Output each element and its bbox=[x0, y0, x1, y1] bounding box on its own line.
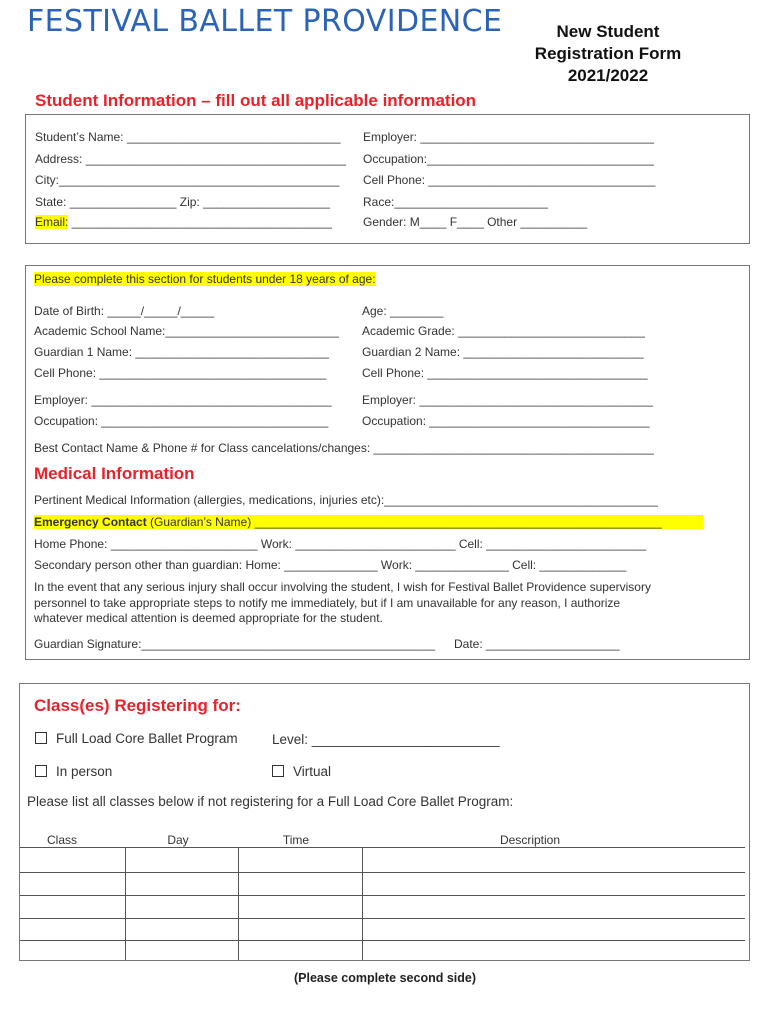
under-18-notice: Please complete this section for students under 18 years of age: bbox=[34, 272, 376, 286]
form-title bbox=[512, 21, 704, 87]
date-of-birth-field[interactable]: Date of Birth: _____/_____/_____ bbox=[34, 304, 215, 318]
academic-school-field[interactable]: Academic School Name:__________________________ bbox=[34, 324, 339, 338]
employer-field[interactable]: Employer: ___________________________________ bbox=[363, 130, 654, 144]
guardian-1-employer-field[interactable]: Employer: ____________________________________ bbox=[34, 393, 332, 407]
guardian-1-cell-field[interactable]: Cell Phone: __________________________________ bbox=[34, 366, 327, 380]
best-contact-field[interactable]: Best Contact Name & Phone # for Class cancelations/changes: __________________________________________ bbox=[34, 441, 654, 455]
signature-date-field[interactable]: Date: ____________________ bbox=[454, 637, 620, 651]
pertinent-medical-field[interactable]: Pertinent Medical Information (allergies, medications, injuries etc):_________________________________________ bbox=[34, 493, 658, 507]
guardian-2-name-field[interactable]: Guardian 2 Name: ___________________________ bbox=[362, 345, 644, 359]
emergency-contact-label: Emergency Contact bbox=[34, 515, 147, 529]
table-divider bbox=[125, 847, 126, 960]
table-divider bbox=[362, 847, 363, 960]
table-rule bbox=[20, 847, 745, 848]
cell-phone-field[interactable]: Cell Phone: __________________________________ bbox=[363, 173, 656, 187]
col-header-day: Day bbox=[167, 833, 189, 847]
logo: FESTIVAL BALLET PROVIDENCE bbox=[27, 4, 503, 39]
guardian-1-name-field[interactable]: Guardian 1 Name: _____________________________ bbox=[34, 345, 329, 359]
form-title-line-3: 2021/2022 bbox=[567, 66, 649, 85]
virtual-option[interactable] bbox=[272, 764, 331, 779]
age-field[interactable]: Age: ________ bbox=[362, 304, 444, 318]
secondary-person-field[interactable]: Secondary person other than guardian: Home: ______________ Work: ______________ Cell: _____________ bbox=[34, 558, 627, 572]
table-rule bbox=[20, 895, 745, 896]
guardian-2-occupation-field[interactable]: Occupation: _________________________________ bbox=[362, 414, 650, 428]
race-field[interactable]: Race:_______________________ bbox=[363, 195, 548, 209]
col-header-class: Class bbox=[46, 833, 77, 847]
city-field[interactable]: City:__________________________________________ bbox=[35, 173, 340, 187]
full-load-label: Full Load Core Ballet Program bbox=[56, 731, 238, 746]
col-header-time: Time bbox=[282, 833, 310, 847]
table-rule bbox=[20, 872, 745, 873]
medical-heading: Medical Information bbox=[34, 464, 195, 483]
email-line: _______________________________________ bbox=[71, 215, 332, 229]
full-load-option[interactable] bbox=[35, 731, 238, 746]
level-field[interactable]: Level: _________________________ bbox=[272, 732, 500, 747]
guardian-signature-field[interactable]: Guardian Signature:____________________________________________ bbox=[34, 637, 436, 651]
col-header-description: Description bbox=[499, 833, 561, 847]
classes-box bbox=[19, 683, 750, 961]
state-zip-field[interactable]: State: ________________ Zip: ___________________ bbox=[35, 195, 330, 209]
virtual-label: Virtual bbox=[293, 764, 332, 779]
student-name-field[interactable]: Student’s Name: ________________________________ bbox=[35, 130, 341, 144]
emergency-phones-field[interactable]: Home Phone: ______________________ Work: ________________________ Cell: ________________________ bbox=[34, 537, 647, 551]
table-divider bbox=[238, 847, 239, 960]
table-rule bbox=[20, 918, 745, 919]
form-title-line-1: New Student bbox=[556, 22, 660, 41]
address-field[interactable]: Address: _______________________________________ bbox=[35, 152, 346, 166]
form-title-line-2: Registration Form bbox=[534, 44, 682, 63]
emergency-contact-line: (Guardian’s Name) _____________________________________________________________ bbox=[146, 515, 662, 529]
classes-instruction: Please list all classes below if not registering for a Full Load Core Ballet Program: bbox=[27, 794, 514, 809]
full-load-checkbox[interactable] bbox=[35, 732, 47, 744]
guardian-2-cell-field[interactable]: Cell Phone: _________________________________ bbox=[362, 366, 648, 380]
in-person-option[interactable] bbox=[35, 764, 112, 779]
virtual-checkbox[interactable] bbox=[272, 765, 284, 777]
emergency-contact-field[interactable] bbox=[34, 515, 703, 529]
occupation-field[interactable]: Occupation:__________________________________ bbox=[363, 152, 654, 166]
classes-heading: Class(es) Registering for: bbox=[34, 696, 241, 715]
email-label: Email: bbox=[35, 215, 69, 229]
in-person-label: In person bbox=[56, 764, 113, 779]
in-person-checkbox[interactable] bbox=[35, 765, 47, 777]
student-info-heading: Student Information – fill out all applicable information bbox=[35, 91, 477, 110]
table-rule bbox=[20, 940, 745, 941]
consent-paragraph: In the event that any serious injury shall occur involving the student, I wish for Festival Ballet Providence supervisory personnel to take appropriate steps to notify me immediately, but if I am unavailable for any reason, I authorize whatever medical attention is deemed appropriate for the student. bbox=[34, 580, 651, 625]
student-info-box bbox=[25, 114, 750, 244]
footer-note: (Please complete second side) bbox=[293, 971, 476, 985]
email-field[interactable] bbox=[35, 215, 332, 229]
gender-field[interactable]: Gender: M____ F____ Other __________ bbox=[363, 215, 588, 229]
academic-grade-field[interactable]: Academic Grade: ____________________________ bbox=[362, 324, 645, 338]
guardian-medical-box bbox=[25, 265, 750, 660]
guardian-1-occupation-field[interactable]: Occupation: __________________________________ bbox=[34, 414, 329, 428]
guardian-2-employer-field[interactable]: Employer: ___________________________________ bbox=[362, 393, 653, 407]
